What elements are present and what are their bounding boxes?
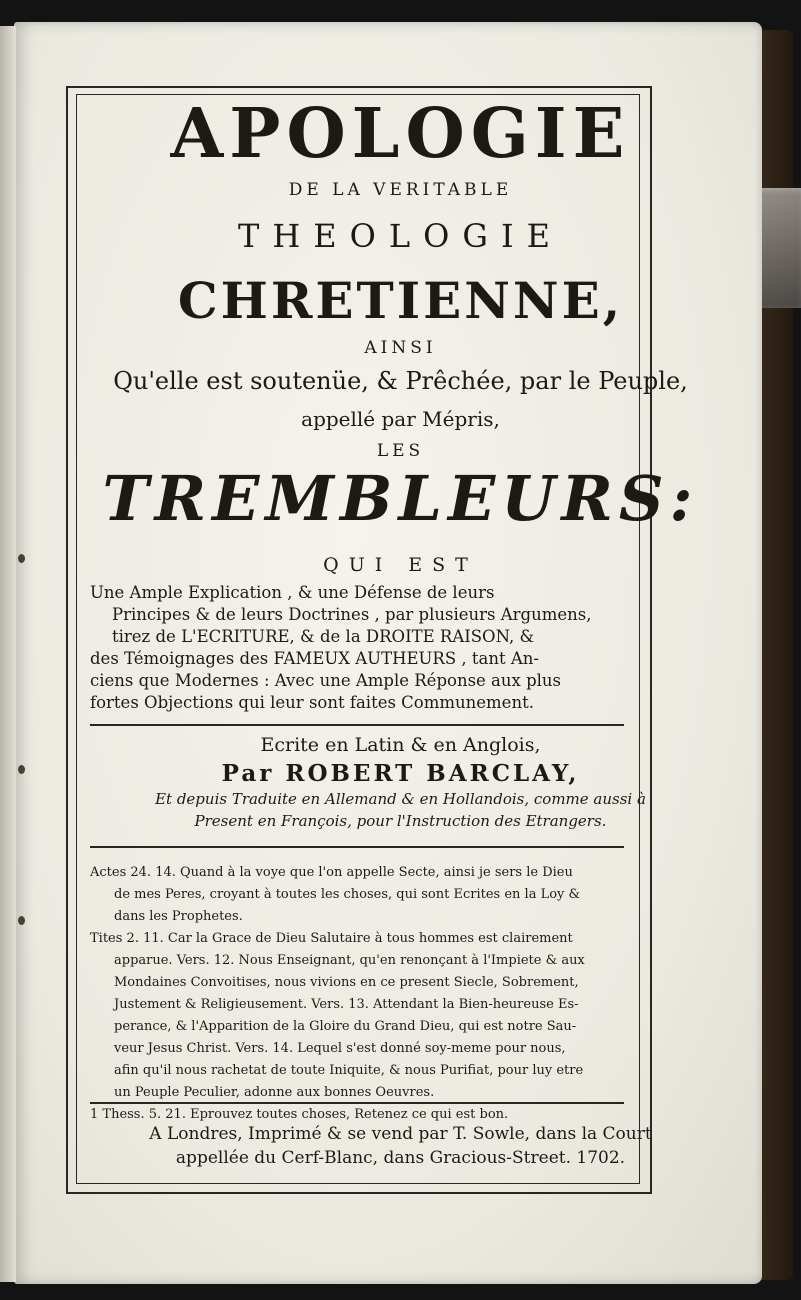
line-soutenue: Qu'elle est soutenüe, & Prêchée, par le Peuple, <box>113 367 688 395</box>
scripture-line: apparue. Vers. 12. Nous Enseignant, qu'en renonçant à l'Impiete & aux <box>114 953 585 968</box>
word-ainsi: AINSI <box>364 338 437 358</box>
scripture-line: dans les Prophetes. <box>114 909 243 924</box>
wormhole <box>18 916 25 925</box>
description-line: fortes Objections qui leur sont faites Communement. <box>90 693 534 712</box>
line-qui-est: QUI EST <box>323 554 478 576</box>
author-line-translated: Et depuis Traduite en Allemand & en Hollandois, comme aussi à <box>155 790 646 808</box>
description-line: Une Ample Explication , & une Défense de leurs <box>90 583 495 602</box>
word-les: LES <box>376 441 425 461</box>
subtitle-chretienne: CHRETIENNE, <box>177 271 624 330</box>
description-block <box>90 582 630 714</box>
divider <box>90 1102 624 1104</box>
line-appelle: appellé par Mépris, <box>301 407 500 431</box>
scripture-block <box>90 862 630 1126</box>
scripture-line: de mes Peres, croyant à toutes les choses, qui sont Ecrites en la Loy & <box>114 887 581 902</box>
scripture-line: veur Jesus Christ. Vers. 14. Lequel s'est donné soy-meme pour nous, <box>114 1041 566 1056</box>
facing-page-edge <box>0 26 16 1282</box>
imprint-line: A Londres, Imprimé & se vend par T. Sowle, dans la Court <box>149 1124 652 1144</box>
subtitle-theologie: THEOLOGIE <box>238 217 563 255</box>
description-line: ciens que Modernes : Avec une Ample Réponse aux plus <box>90 671 561 690</box>
divider <box>90 846 624 848</box>
subtitle-de-la-veritable: DE LA VERITABLE <box>288 180 513 200</box>
scripture-line: Justement & Religieusement. Vers. 13. Attendant la Bien-heureuse Es- <box>114 997 579 1012</box>
imprint-line: appellée du Cerf-Blanc, dans Gracious-Street. 1702. <box>175 1148 626 1168</box>
description-line: Principes & de leurs Doctrines , par plusieurs Argumens, <box>112 605 592 624</box>
scripture-line: un Peuple Peculier, adonne aux bonnes Oeuvres. <box>114 1085 435 1100</box>
divider <box>90 724 624 726</box>
scripture-line: 1 Thess. 5. 21. Eprouvez toutes choses, Retenez ce qui est bon. <box>90 1107 509 1122</box>
description-line: tirez de L'ECRITURE, & de la DROITE RAISON, & <box>112 627 535 646</box>
description-line: des Témoignages des FAMEUX AUTHEURS , tant An- <box>90 649 539 668</box>
scripture-line: afin qu'il nous rachetat de toute Iniquite, & nous Purifiat, pour luy etre <box>114 1063 584 1078</box>
scripture-line: Actes 24. 14. Quand à la voye que l'on appelle Secte, ainsi je sers le Dieu <box>90 865 573 880</box>
author-name: Par ROBERT BARCLAY, <box>221 760 580 787</box>
title-trembleurs: TREMBLEURS: <box>102 462 699 535</box>
scripture-line: Mondaines Convoitises, nous vivions en ce present Siecle, Sobrement, <box>114 975 579 990</box>
author-line-instruction: Present en François, pour l'Instruction des Etrangers. <box>194 812 607 830</box>
scripture-line: perance, & l'Apparition de la Gloire du Grand Dieu, qui est notre Sau- <box>114 1019 577 1034</box>
author-line-written: Ecrite en Latin & en Anglois, <box>260 734 541 756</box>
scripture-line: Tites 2. 11. Car la Grace de Dieu Salutaire à tous hommes est clairement <box>90 931 573 946</box>
main-title: APOLOGIE <box>170 94 631 174</box>
